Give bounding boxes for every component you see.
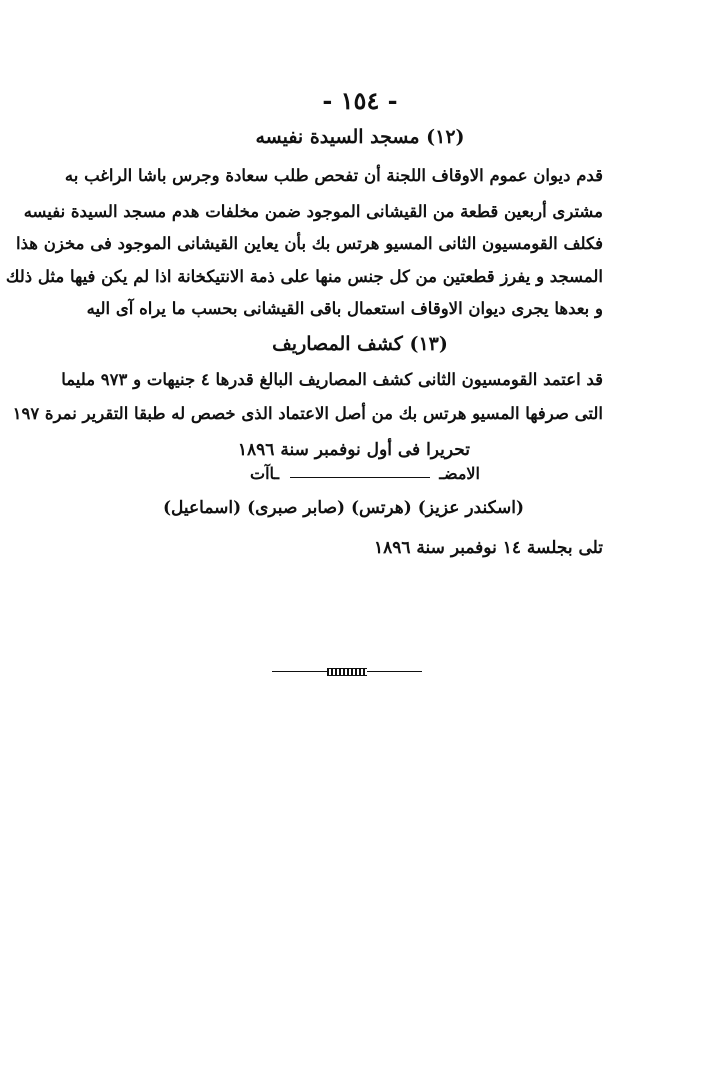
signatures-label bbox=[250, 464, 480, 484]
closing-ornament bbox=[272, 668, 422, 676]
signatures-label-end: ـاآت bbox=[250, 464, 280, 483]
section-13-line-1: قد اعتمد القومسيون الثانى كشف المصاريف البالغ قدرها ٤ جنيهات و ٩٧٣ مليما bbox=[61, 370, 603, 389]
section-12-line-1: قدم ديوان عموم الاوقاف اللجنة أن تفحص طلب سعادة وجرس باشا الراغب به bbox=[64, 166, 603, 185]
ornament-rule-right bbox=[367, 671, 422, 672]
date-line: تحريرا فى أول نوفمبر سنة ١٨٩٦ bbox=[237, 440, 470, 460]
section-13-heading: (١٣) كشف المصاريف bbox=[272, 333, 448, 355]
ornament-rule-left bbox=[272, 671, 327, 672]
section-12-heading: (١٢) مسجد السيدة نفيسه bbox=[255, 126, 465, 148]
section-12-line-2: مشترى أربعين قطعة من القيشانى الموجود ضمن مخلفات هدم مسجد السيدة نفيسه bbox=[23, 202, 603, 221]
signatories: (اسكندر عزيز) (هرتس) (صابر صبرى) (اسماعيل) bbox=[162, 498, 524, 518]
section-13-line-2: التى صرفها المسيو هرتس بك من أصل الاعتماد الذى خصص له طبقا التقرير نمرة ١٩٧ bbox=[12, 404, 603, 423]
signatures-label-start: الامضـ bbox=[439, 464, 480, 483]
section-12-line-5: و بعدها يجرى ديوان الاوقاف استعمال باقى القيشانى بحسب ما يراه آى اليه bbox=[86, 299, 603, 318]
read-in-session-line: تلى بجلسة ١٤ نوفمبر سنة ١٨٩٦ bbox=[373, 538, 603, 558]
ornament-center bbox=[327, 668, 367, 676]
section-12-line-4: المسجد و يفرز قطعتين من كل جنس منها على ذمة الانتيكخانة اذا لم يكن فيها مثل ذلك bbox=[5, 267, 603, 286]
section-12-line-3: فكلف القومسيون الثانى المسيو هرتس بك بأن يعاين القيشانى الموجود فى مخزن هذا bbox=[16, 234, 603, 253]
signatures-label-rule bbox=[290, 477, 430, 478]
page-number: - ١٥٤ - bbox=[322, 86, 398, 115]
